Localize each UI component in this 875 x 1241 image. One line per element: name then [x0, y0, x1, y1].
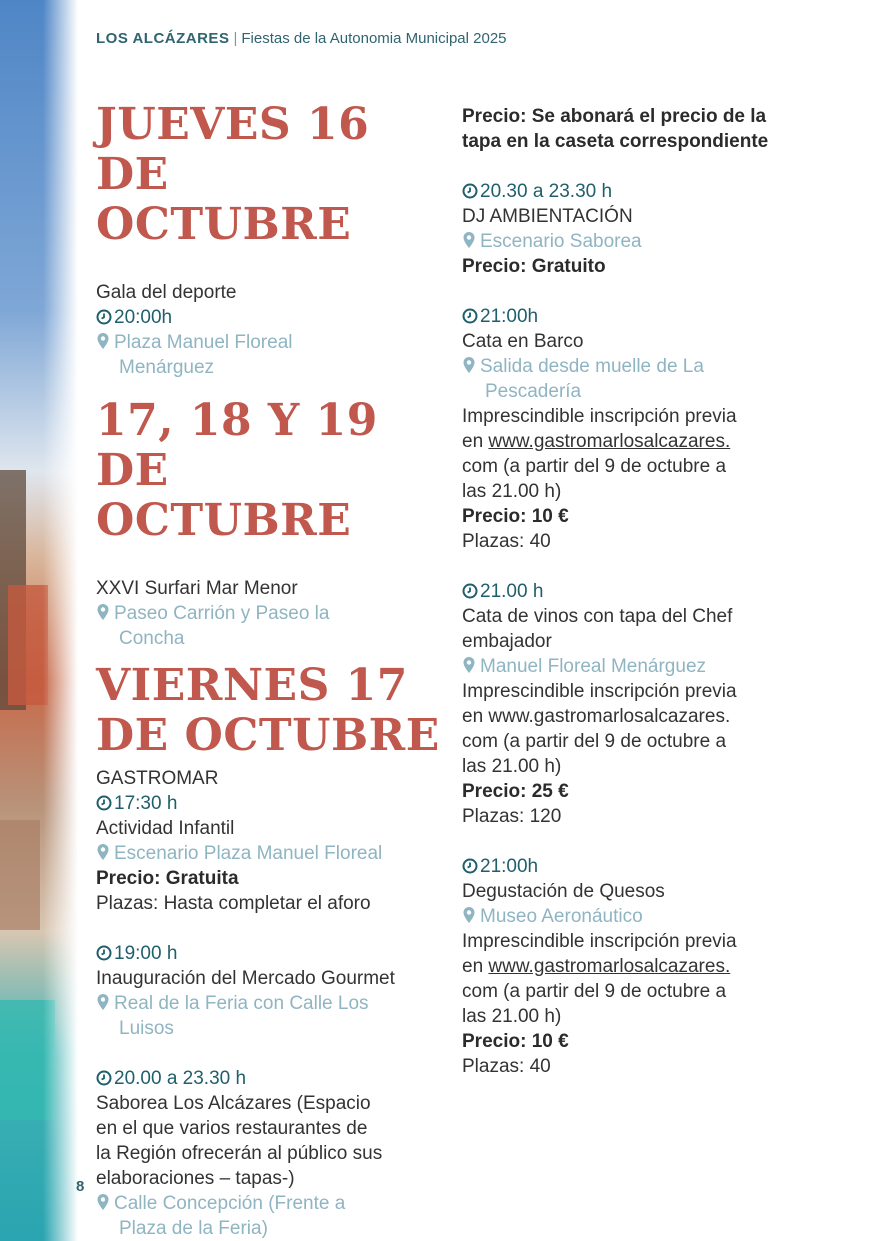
event-description: en el que varios restaurantes de — [96, 1118, 368, 1139]
event-location-text: Salida desde muelle de La — [480, 356, 704, 377]
event-price: Precio: Gratuito — [462, 256, 606, 277]
left-column — [96, 100, 441, 1241]
day-heading-jueves — [96, 100, 441, 250]
event-title: Gala del deporte — [96, 282, 237, 303]
event-title: Cata de vinos con tapa del Chef — [462, 606, 733, 627]
location-pin-icon — [96, 601, 114, 626]
clock-icon — [96, 305, 114, 330]
day-heading-line: OCTUBRE — [96, 199, 352, 250]
event-note: en www.gastromarlosalcazares. — [462, 706, 731, 727]
event-price: Precio: 25 € — [462, 781, 569, 802]
event-time-text: 17:30 h — [114, 793, 178, 814]
event-location-text: Paseo Carrión y Paseo la — [114, 603, 330, 624]
day-heading-viernes — [96, 661, 441, 761]
running-header — [96, 30, 507, 47]
event-places: Plazas: 40 — [462, 1056, 551, 1077]
event-note: las 21.00 h) — [462, 1006, 562, 1027]
header-brand: LOS ALCÁZARES — [96, 30, 230, 47]
event-location-text: Plaza Manuel Floreal — [114, 332, 293, 353]
event-time-text: 21:00h — [480, 306, 539, 327]
event-title: XXVI Surfari Mar Menor — [96, 578, 298, 599]
event-location — [462, 904, 807, 929]
event-title: DJ AMBIENTACIÓN — [462, 206, 633, 227]
clock-icon — [96, 1066, 114, 1091]
location-pin-icon — [96, 1191, 114, 1216]
event-location — [96, 1191, 441, 1216]
event-location — [462, 229, 807, 254]
event-note — [462, 954, 807, 979]
clock-icon — [96, 791, 114, 816]
event-location — [96, 991, 441, 1016]
event-places: Plazas: Hasta completar el aforo — [96, 893, 371, 914]
event-title: Actividad Infantil — [96, 818, 235, 839]
header-subtitle: Fiestas de la Autonomia Municipal 2025 — [241, 30, 507, 47]
event-location-cont: Menárguez — [119, 357, 215, 378]
event-location — [96, 330, 441, 355]
event-title: Degustación de Quesos — [462, 881, 665, 902]
location-pin-icon — [462, 229, 480, 254]
event-note-text: en — [462, 956, 489, 977]
clock-icon — [462, 579, 480, 604]
event-description: elaboraciones – tapas-) — [96, 1168, 295, 1189]
event-time — [96, 1066, 441, 1091]
location-pin-icon — [462, 654, 480, 679]
event-location-text: Calle Concepción (Frente a — [114, 1193, 346, 1214]
clock-icon — [462, 179, 480, 204]
event-location — [96, 601, 441, 626]
event-location-text: Escenario Plaza Manuel Floreal — [114, 843, 383, 864]
event-location — [462, 354, 807, 379]
event-note: com (a partir del 9 de octubre a — [462, 981, 727, 1002]
header-separator: | — [233, 30, 238, 47]
event-location — [462, 654, 807, 679]
event-note: Imprescindible inscripción previa — [462, 931, 737, 952]
event-location-text: Manuel Floreal Menárguez — [480, 656, 707, 677]
event-price: Precio: Gratuita — [96, 868, 239, 889]
event-location-text: Museo Aeronáutico — [480, 906, 643, 927]
location-pin-icon — [96, 841, 114, 866]
painted-border-artwork — [0, 0, 78, 1241]
price-note: tapa en la caseta correspondiente — [462, 131, 769, 152]
event-time-text: 20:00h — [114, 307, 173, 328]
location-pin-icon — [96, 330, 114, 355]
registration-link[interactable]: www.gastromarlosalcazares. — [488, 956, 731, 977]
registration-link[interactable]: www.gastromarlosalcazares. — [488, 431, 731, 452]
event-places: Plazas: 120 — [462, 806, 562, 827]
event-location — [96, 841, 441, 866]
event-note-text: en — [462, 431, 489, 452]
event-time — [462, 854, 807, 879]
event-time-text: 21.00 h — [480, 581, 544, 602]
event-note: Imprescindible inscripción previa — [462, 406, 737, 427]
location-pin-icon — [462, 904, 480, 929]
section-title: GASTROMAR — [96, 768, 219, 789]
event-time — [462, 579, 807, 604]
event-note: com (a partir del 9 de octubre a — [462, 456, 727, 477]
event-description: Saborea Los Alcázares (Espacio — [96, 1093, 371, 1114]
event-location-cont: Pescadería — [485, 381, 582, 402]
event-note — [462, 429, 807, 454]
watercolor-strip-illustration — [0, 0, 78, 1241]
event-time-text: 19:00 h — [114, 943, 178, 964]
event-location-text: Escenario Saborea — [480, 231, 642, 252]
event-location-text: Real de la Feria con Calle Los — [114, 993, 369, 1014]
clock-icon — [462, 854, 480, 879]
day-heading-line: VIERNES 17 — [96, 660, 408, 711]
event-note: las 21.00 h) — [462, 756, 562, 777]
event-places: Plazas: 40 — [462, 531, 551, 552]
event-note: las 21.00 h) — [462, 481, 562, 502]
event-time-text: 20.00 a 23.30 h — [114, 1068, 247, 1089]
event-location-cont: Luisos — [119, 1018, 174, 1039]
event-note: com (a partir del 9 de octubre a — [462, 731, 727, 752]
event-note: Imprescindible inscripción previa — [462, 681, 737, 702]
clock-icon — [462, 304, 480, 329]
location-pin-icon — [96, 991, 114, 1016]
event-price: Precio: 10 € — [462, 506, 569, 527]
day-heading-line: OCTUBRE — [96, 495, 352, 546]
day-heading-17-18-19 — [96, 396, 441, 546]
event-title: embajador — [462, 631, 552, 652]
event-time-text: 20.30 a 23.30 h — [480, 181, 613, 202]
event-price: Precio: 10 € — [462, 1031, 569, 1052]
event-time — [96, 941, 441, 966]
event-time — [96, 305, 441, 330]
event-time — [96, 791, 441, 816]
right-column — [462, 104, 807, 1079]
event-location-cont: Concha — [119, 628, 185, 649]
event-location-cont: Plaza de la Feria) — [119, 1218, 268, 1239]
event-description: la Región ofrecerán al público sus — [96, 1143, 383, 1164]
event-time — [462, 304, 807, 329]
location-pin-icon — [462, 354, 480, 379]
page-number: 8 — [76, 1178, 85, 1195]
event-time — [462, 179, 807, 204]
event-title: Inauguración del Mercado Gourmet — [96, 968, 395, 989]
price-note: Precio: Se abonará el precio de la — [462, 106, 767, 127]
day-heading-line: 17, 18 Y 19 DE — [96, 395, 378, 496]
event-title: Cata en Barco — [462, 331, 584, 352]
clock-icon — [96, 941, 114, 966]
day-heading-line: DE OCTUBRE — [96, 710, 440, 761]
day-heading-line: JUEVES 16 DE — [96, 99, 370, 200]
event-time-text: 21:00h — [480, 856, 539, 877]
